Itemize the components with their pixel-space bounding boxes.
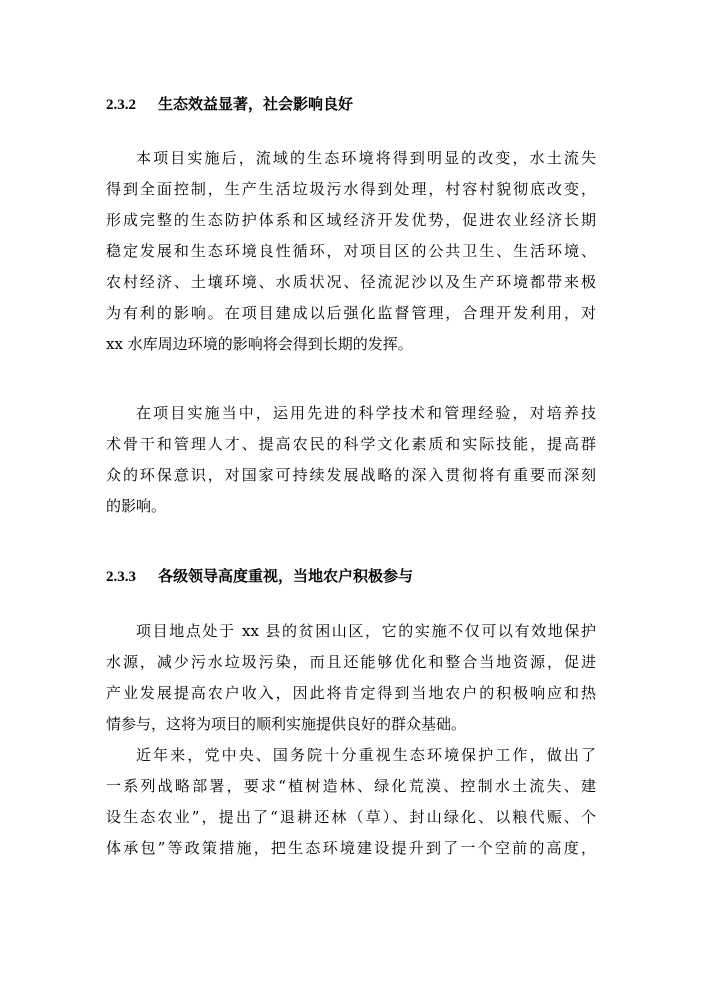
paragraph-line: 形成完整的生态防护体系和区域经济开发优势，促进农业经济长期 — [106, 211, 596, 229]
section-heading-2-3-3 — [106, 566, 413, 587]
paragraph-line: 项目地点处于 xx 县的贫困山区，它的实施不仅可以有效地保护 — [136, 622, 596, 640]
paragraph-line: 体承包”等政策措施，把生态环境建设提升到了一个空前的高度， — [106, 839, 596, 857]
paragraph-line: 众的环保意识，对国家可持续发展战略的深入贯彻将有重要而深刻 — [106, 466, 596, 484]
paragraph-line: 稳定发展和生态环境良性循环，对项目区的公共卫生、生活环境、 — [106, 242, 596, 260]
paragraph-line: 农村经济、土壤环境、水质状况、径流泥沙以及生产环境都带来极 — [106, 273, 596, 291]
section-title: 生态效益显著，社会影响良好 — [158, 95, 354, 113]
section-number: 2.3.2 — [106, 97, 136, 113]
paragraph-line: 一系列战略部署，要求“植树造林、绿化荒漠、控制水土流失、建 — [106, 777, 596, 795]
section-heading-2-3-2 — [106, 94, 353, 115]
section-title: 各级领导高度重视，当地农户积极参与 — [158, 567, 414, 585]
paragraph-line: 水源，减少污水垃圾污染，而且还能够优化和整合当地资源，促进 — [106, 653, 596, 671]
paragraph-line: 为有利的影响。在项目建成以后强化监督管理，合理开发利用，对 — [106, 304, 596, 322]
paragraph-line: 的影响。 — [106, 497, 167, 515]
paragraph-line: 本项目实施后，流域的生态环境将得到明显的改变，水土流失 — [136, 149, 596, 167]
paragraph-line: 情参与，这将为项目的顺利实施提供良好的群众基础。 — [106, 715, 467, 733]
section-number: 2.3.3 — [106, 569, 136, 585]
paragraph-line: xx 水库周边环境的影响将会得到长期的发挥。 — [106, 335, 413, 353]
paragraph-line: 术骨干和管理人才、提高农民的科学文化素质和实际技能，提高群 — [106, 435, 596, 453]
paragraph-line: 近年来，党中央、国务院十分重视生态环境保护工作，做出了 — [136, 746, 596, 764]
paragraph-line: 设生态农业”，提出了“退耕还林（草）、封山绿化、以粮代赈、个 — [106, 808, 596, 826]
paragraph-line: 产业发展提高农户收入，因此将肯定得到当地农户的积极响应和热 — [106, 684, 596, 702]
paragraph-line: 在项目实施当中，运用先进的科学技术和管理经验，对培养技 — [136, 404, 596, 422]
paragraph-line: 得到全面控制，生产生活垃圾污水得到处理，村容村貌彻底改变， — [106, 180, 596, 198]
